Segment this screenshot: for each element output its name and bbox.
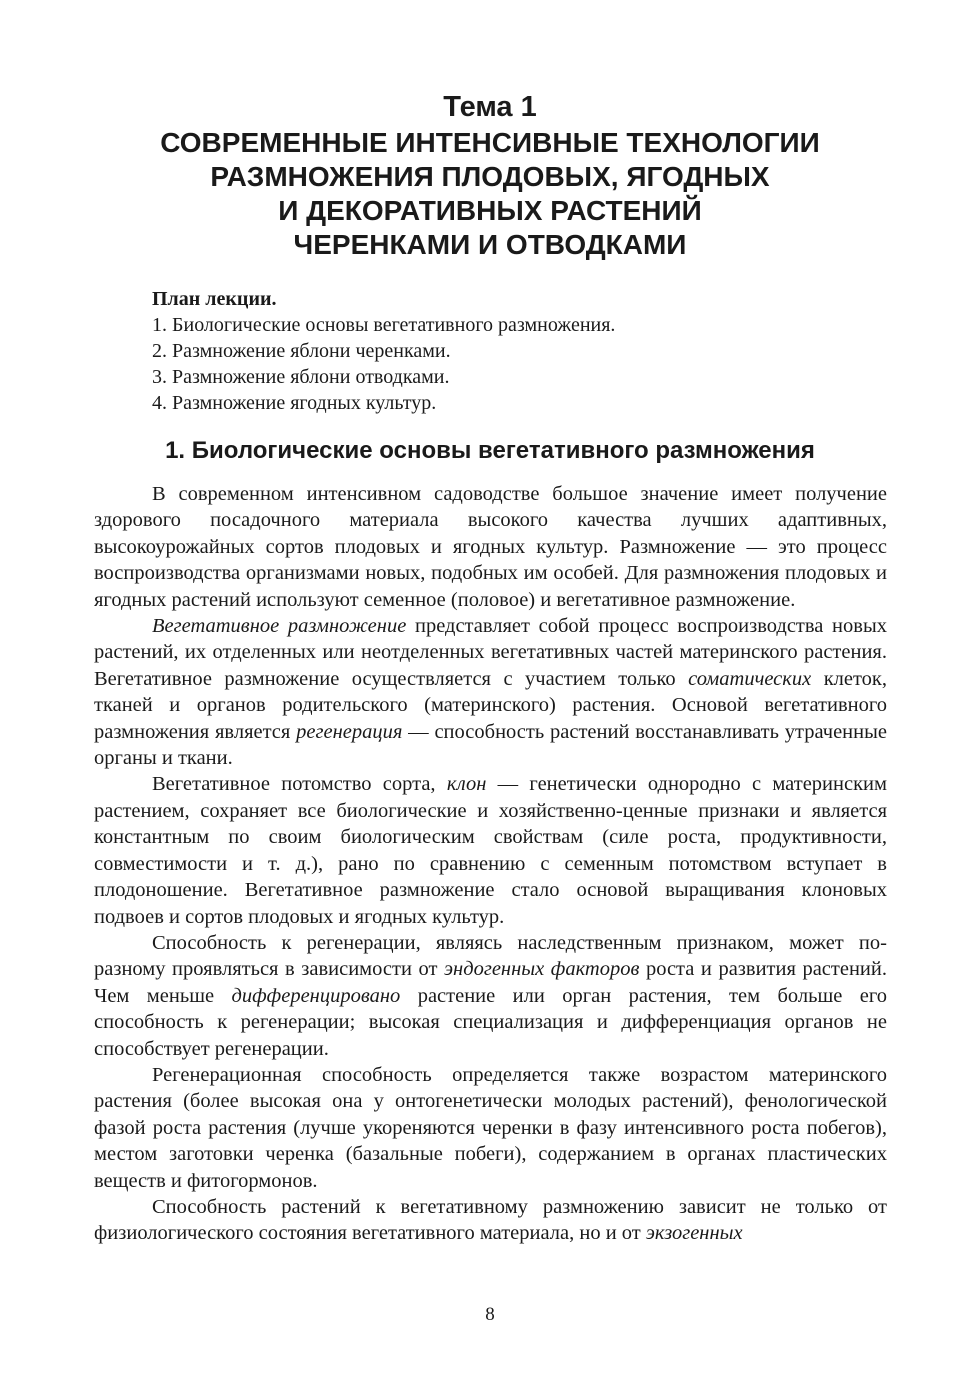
body-text	[94, 481, 887, 1247]
italic-term: соматических	[688, 667, 812, 690]
italic-term: экзогенных	[645, 1222, 743, 1245]
paragraph-text: растение или орган растения, тем больше его способность к регенерации; высокая специализация и дифференциация органов не способствует регенерации.	[94, 984, 887, 1060]
body-paragraph	[94, 613, 887, 771]
body-paragraph	[94, 1194, 887, 1247]
italic-term: регенерация	[296, 720, 403, 743]
lecture-plan-item: 4. Размножение ягодных культур.	[152, 392, 437, 414]
lecture-plan-item: 2. Размножение яблони черенками.	[152, 340, 451, 362]
paragraph-text: клеток, тканей и органов родительского (материнского) растения. Основой вегетативного размножения является	[94, 667, 887, 743]
lecture-plan-item: 3. Размножение яблони отводками.	[152, 366, 450, 388]
paragraph-text: — способность растений восстанавливать утраченные органы и ткани.	[94, 720, 887, 770]
paragraph-text: представляет собой процесс воспроизводства новых растений, их отделенных или неотделенных вегетативных частей материнского растения. Вегетативное размножение осуществляется с участием только	[94, 615, 887, 690]
body-paragraph	[94, 930, 887, 1062]
chapter-title-line: РАЗМНОЖЕНИЯ ПЛОДОВЫХ, ЯГОДНЫХ	[210, 161, 770, 192]
lecture-plan	[152, 286, 892, 416]
paragraph-text: В современном интенсивном садоводстве большое значение имеет получение здорового посадочного материала высокого качества лучших адаптивных, высокоурожайных сортов плодовых и ягодных культур. Размножение — это процесс воспроизводства организмами новых, подобных им особей. Для размножения плодовых и ягодных растений используют семенное (половое) и вегетативное размножение.	[94, 483, 887, 611]
paragraph-text: — генетически однородно с материнским растением, сохраняет все биологические и хозяйственно-ценные признаки и является константным по своим биологическим свойствам (силе роста, продуктивности, совместимости и т. д.), рано по сравнению с семенным потомством вступает в плодоношение. Вегетативное размножение стало основой выращивания клоновых подвоев и сортов плодовых и ягодных культур.	[94, 773, 887, 928]
paragraph-text: Регенерационная способность определяется также возрастом материнского растения (более высокая она у онтогенетически молодых растений), фенологической фазой роста растения (лучше укореняются черенки в фазу интенсивного роста побегов), местом заготовки черенка (базальные побеги), содержанием в органах пластических веществ и фитогормонов.	[94, 1063, 887, 1192]
paragraph-text: Способность растений к вегетативному размножению зависит не только от физиологического состояния вегетативного материала, но и от	[94, 1195, 887, 1245]
theme-label: Тема 1	[443, 91, 537, 123]
paragraph-text: Способность к регенерации, являясь наследственным признаком, может по-разному проявляться в зависимости от	[94, 931, 887, 981]
chapter-title-line: СОВРЕМЕННЫЕ ИНТЕНСИВНЫЕ ТЕХНОЛОГИИ	[160, 127, 820, 158]
chapter-title	[0, 126, 980, 262]
chapter-title-line: И ДЕКОРАТИВНЫХ РАСТЕНИЙ	[278, 195, 702, 226]
chapter-title-block	[0, 88, 980, 262]
section-heading: 1. Биологические основы вегетативного размножения	[165, 437, 815, 464]
lecture-plan-item: 1. Биологические основы вегетативного размножения.	[152, 314, 616, 336]
body-paragraph	[94, 1062, 887, 1194]
italic-term: дифференцировано	[231, 984, 401, 1007]
chapter-title-line: ЧЕРЕНКАМИ И ОТВОДКАМИ	[293, 229, 687, 260]
lecture-plan-heading: План лекции.	[152, 288, 277, 310]
body-paragraph	[94, 771, 887, 929]
italic-term: клон	[446, 773, 487, 796]
body-paragraph	[94, 481, 887, 613]
page-number: 8	[485, 1304, 495, 1325]
italic-term: эндогенных факторов	[444, 958, 640, 981]
italic-term: Вегетативное размножение	[152, 615, 407, 638]
paragraph-text: Вегетативное потомство сорта,	[152, 773, 447, 796]
paragraph-text: роста и развития растений. Чем меньше	[94, 958, 888, 1007]
